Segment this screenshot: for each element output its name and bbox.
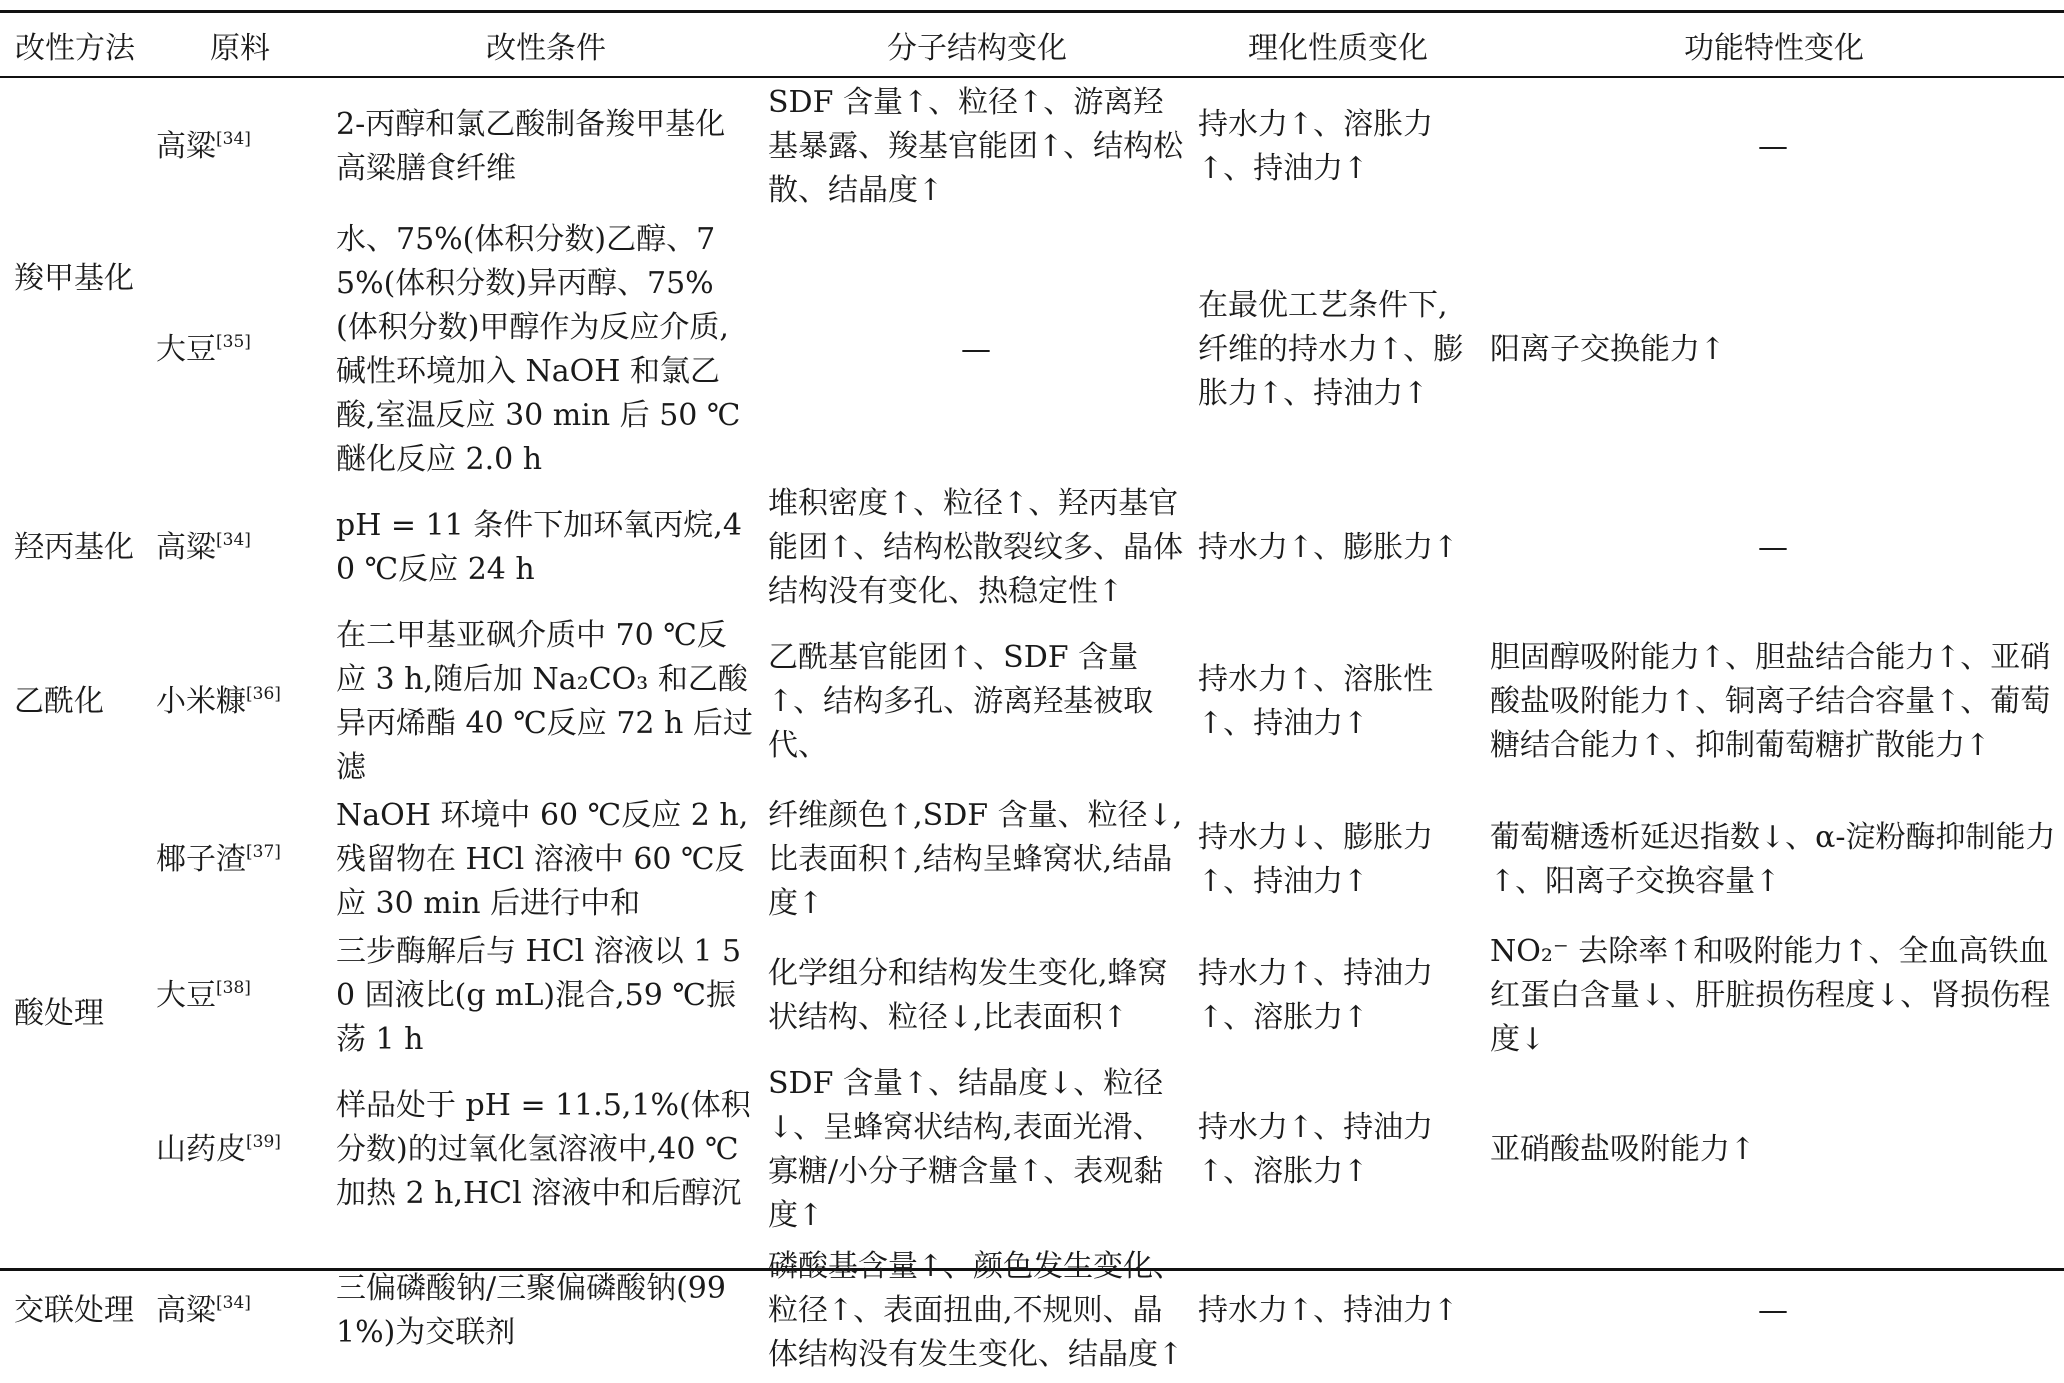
table-row [0,614,2064,790]
material-cell: 大豆[35] [156,332,251,367]
condition-cell: 三步酶解后与 HCl 溶液以 1 50 固液比(g mL)混合,59 ℃振荡 1 h [336,934,742,1057]
header-method: 改性方法 [15,30,135,66]
material-cell: 小米糠[36] [156,684,281,719]
physchem-cell: 持水力↑、溶胀力↑、持油力↑ [1198,107,1434,186]
modification-table [0,13,2064,1383]
structure-cell: SDF 含量↑、结晶度↓、粒径↓、呈蜂窝状结构,表面光滑、寡糖/小分子糖含量↑、表观黏度↑ [768,1066,1164,1233]
material-cell: 椰子渣[37] [156,842,281,877]
physchem-cell: 持水力↑、膨胀力↑ [1198,530,1459,565]
method-cell: 羟丙基化 [14,530,134,565]
physchem-cell: 持水力↑、持油力↑、溶胀力↑ [1198,1110,1434,1189]
function-cell: 阳离子交换能力↑ [1490,332,1726,367]
structure-cell: 纤维颜色↑,SDF 含量、粒径↓,比表面积↑,结构呈蜂窝状,结晶度↑ [768,798,1183,921]
condition-cell: 水、75%(体积分数)乙醇、75%(体积分数)异丙醇、75%(体积分数)甲醇作为反应介质,碱性环境加入 NaOH 和氯乙酸,室温反应 30 min 后 50 ℃醚化反应 2.0 h [336,222,741,477]
material-cell: 高粱[34] [156,530,251,565]
reference-mark: [34] [216,530,251,550]
method-cell: 交联处理 [14,1292,134,1328]
condition-cell: 三偏磷酸钠/三聚偏磷酸钠(99 1%)为交联剂 [336,1270,726,1350]
reference-mark: [38] [216,978,251,998]
function-cell: 亚硝酸盐吸附能力↑ [1490,1132,1756,1167]
header-material: 原料 [210,30,270,66]
physchem-cell: 持水力↑、持油力↑、溶胀力↑ [1198,956,1434,1035]
reference-mark: [35] [216,332,251,352]
header-row [0,13,2064,76]
material-cell: 高粱[34] [156,129,251,164]
reference-mark: [36] [246,684,281,704]
structure-cell: 化学组分和结构发生变化,蜂窝状结构、粒径↓,比表面积↑ [768,956,1168,1035]
material-cell: 高粱[34] [156,1292,251,1328]
function-cell: — [1758,129,1788,164]
function-cell: — [1758,530,1788,565]
physchem-cell: 在最优工艺条件下,纤维的持水力↑、膨胀力↑、持油力↑ [1198,288,1464,411]
function-cell: — [1758,1292,1788,1328]
reference-mark: [37] [246,842,281,862]
header-physchem: 理化性质变化 [1248,30,1428,66]
header-function: 功能特性变化 [1684,30,1864,66]
structure-cell: 磷酸基含量↑、颜色发生变化、粒径↑、表面扭曲,不规则、晶体结构没有发生变化、结晶度↑ [768,1248,1184,1372]
condition-cell: pH = 11 条件下加环氧丙烷,40 ℃反应 24 h [336,508,742,587]
table-row [0,218,2064,482]
condition-cell: 2-丙醇和氯乙酸制备羧甲基化高粱膳食纤维 [336,107,726,186]
header-condition: 改性条件 [486,30,606,66]
function-cell: 胆固醇吸附能力↑、胆盐结合能力↑、亚硝酸盐吸附能力↑、铜离子结合容量↑、葡萄糖结合能力↑、抑制葡萄糖扩散能力↑ [1490,640,2051,763]
structure-cell: SDF 含量↑、粒径↑、游离羟基暴露、羧基官能团↑、结构松散、结晶度↑ [768,85,1184,208]
method-cell: 酸处理 [14,996,104,1031]
structure-cell: 乙酰基官能团↑、SDF 含量↑、结构多孔、游离羟基被取代、 [768,640,1154,763]
table-row [0,1062,2064,1238]
table-row [0,790,2064,930]
reference-mark: [39] [246,1132,281,1152]
material-cell: 山药皮[39] [156,1132,281,1167]
structure-cell: — [961,332,991,367]
material-cell: 大豆[38] [156,978,251,1013]
method-cell: 羧甲基化 [14,261,134,296]
structure-cell: 堆积密度↑、粒径↑、羟丙基官能团↑、结构松散裂纹多、晶体结构没有变化、热稳定性↑ [768,486,1184,609]
table-row [0,930,2064,1062]
condition-cell: 样品处于 pH = 11.5,1%(体积分数)的过氧化氢溶液中,40 ℃加热 2 h,HCl 溶液中和后醇沉 [336,1088,751,1211]
table-row [0,76,2064,218]
condition-cell: NaOH 环境中 60 ℃反应 2 h,残留物在 HCl 溶液中 60 ℃反应 30 min 后进行中和 [336,798,749,921]
header-structure: 分子结构变化 [887,30,1067,66]
method-cell: 乙酰化 [14,684,104,719]
reference-mark: [34] [216,1292,251,1313]
table-row [0,1238,2064,1383]
function-cell: NO₂⁻ 去除率↑和吸附能力↑、全血高铁血红蛋白含量↓、肝脏损伤程度↓、肾损伤程度↓ [1490,934,2051,1057]
table-row [0,482,2064,614]
condition-cell: 在二甲基亚砜介质中 70 ℃反应 3 h,随后加 Na₂CO₃ 和乙酸异丙烯酯 40 ℃反应 72 h 后过滤 [336,618,753,785]
reference-mark: [34] [216,129,251,149]
physchem-cell: 持水力↑、溶胀性↑、持油力↑ [1198,662,1434,741]
physchem-cell: 持水力↑、持油力↑ [1198,1292,1459,1328]
physchem-cell: 持水力↓、膨胀力↑、持油力↑ [1198,820,1434,899]
function-cell: 葡萄糖透析延迟指数↓、α-淀粉酶抑制能力↑、阳离子交换容量↑ [1490,820,2056,899]
